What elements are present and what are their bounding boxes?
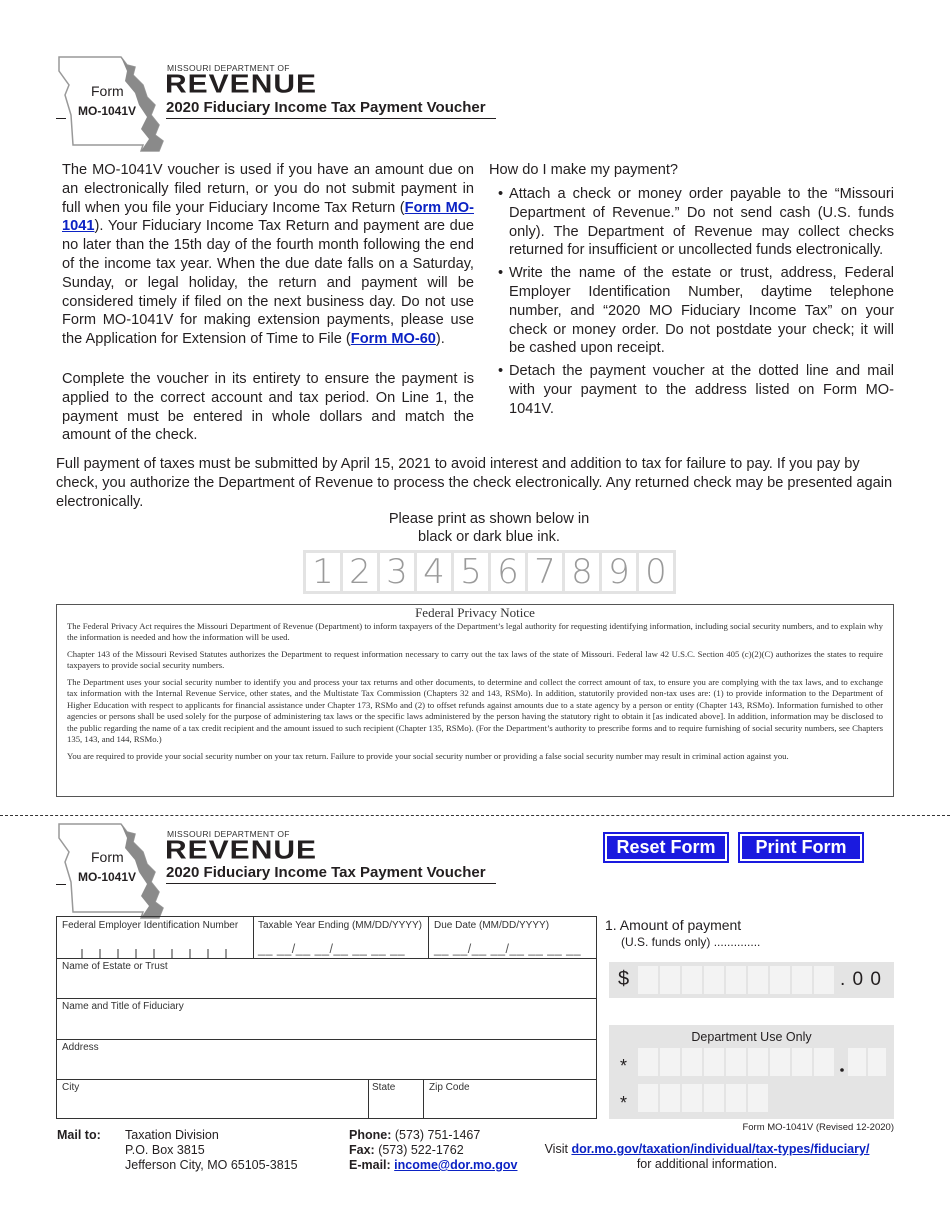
visit-info (520, 1142, 894, 1172)
sample-digit: 2 (343, 553, 377, 591)
dept-name: MISSOURI DEPARTMENT OF (167, 63, 290, 73)
estate-name-input[interactable] (57, 974, 596, 997)
divider (56, 1039, 597, 1040)
sample-digit: 5 (454, 553, 488, 591)
divider (56, 998, 597, 999)
address-line: P.O. Box 3815 (125, 1143, 205, 1157)
star-2: * (620, 1093, 628, 1113)
full-payment-notice: Full payment of taxes must be submitted by April 15, 2021 to avoid interest and addition to tax for failure to pay. If you pay by check, you authorize the Department of Revenue to process the check electronically. Any returned check may be presented again electronically. (56, 456, 893, 510)
detach-line (0, 815, 950, 816)
revenue-logo: REVENUE (165, 70, 318, 99)
sample-digit: 8 (565, 553, 599, 591)
sample-digit: 7 (528, 553, 562, 591)
taxable-year-input[interactable]: __ __/__ __/__ __ __ __ (258, 942, 406, 956)
instructions-paragraph-2: Complete the voucher in its entirety to ensure the payment is applied to the correct account and tax period. On Line 1, the payment must be entered in whole dollars and match the amount of the check. (62, 371, 474, 444)
sample-digit: 9 (602, 553, 636, 591)
due-date-input[interactable]: __ __/__ __/__ __ __ __ (434, 942, 582, 956)
divider (428, 916, 429, 958)
reset-form-button[interactable]: Reset Form (603, 832, 729, 863)
divider (253, 916, 254, 958)
form-label: Form (91, 83, 124, 99)
sample-digit: 6 (491, 553, 525, 591)
payment-bullet: • Attach a check or money order payable to the “Missouri Department of Revenue.” Do not send cash (U.S. funds only). The Department of Revenue may collect checks returned for insufficient or uncollected funds electronically. (489, 185, 894, 260)
fein-label: Federal Employer Identification Number (62, 920, 239, 931)
print-form-button[interactable]: Print Form (738, 832, 864, 863)
star-1: * (620, 1056, 628, 1076)
contact-info (349, 1128, 518, 1173)
dept-use-row-1 (638, 1048, 890, 1076)
dept-name: MISSOURI DEPARTMENT OF (167, 829, 290, 839)
city-label: City (62, 1082, 80, 1093)
mail-address (125, 1128, 298, 1173)
phone-label: Phone: (349, 1128, 392, 1142)
website-link[interactable]: dor.mo.gov/taxation/individual/tax-types/fiduciary/ (571, 1142, 870, 1156)
privacy-paragraph: The Department uses your social security number to identify you and process your tax returns and other documents, to determine and collect the correct amount of tax, to ensure you are complying with the tax laws, and to exchange tax information with the Internal Revenue Service, other states, and the Multistate Tax Commission (Chapters 32 and 143, RSMo). In addition, statutorily provided non-tax uses are: (1) to provide information to the Department of Higher Education with respect to applicants for financial assistance under Chapter 173, RSMo and (2) to offset refunds against amounts due to a state agency by a person or entity (Chapter 143, RSMo). Information furnished to other agencies or persons shall be used solely for the purpose of administering tax laws or the specific laws administered by the person having the statutory right to obtain it [as indicated above]. In addition, information may be disclosed to the public regarding the name of a tax credit recipient and the amount issued to such recipient (Chapter 135, RSMo). (For the Department’s authority to prescribe forms and to require furnishing of social security numbers, see Chapters 135, 143, and 144, RSMo.) (67, 676, 883, 744)
payment-bullet: • Detach the payment voucher at the dotted line and mail with your payment to the address listed on Form MO-1041V. (489, 362, 894, 418)
zip-input[interactable] (424, 1095, 596, 1118)
form-mo1041-link[interactable]: Form MO-1041 (62, 199, 474, 235)
how-to-pay-title: How do I make my payment? (489, 162, 678, 178)
city-input[interactable] (57, 1095, 367, 1118)
mail-to-label: Mail to: (57, 1128, 101, 1142)
privacy-title: Federal Privacy Notice (415, 605, 535, 620)
revision-note: Form MO-1041V (Revised 12-2020) (742, 1122, 894, 1133)
payment-bullets (489, 185, 894, 423)
address-input[interactable] (57, 1055, 596, 1078)
due-date-label: Due Date (MM/DD/YYYY) (434, 920, 550, 931)
sample-digit: 4 (417, 553, 451, 591)
sample-digit: 1 (306, 553, 340, 591)
voucher-title: 2020 Fiduciary Income Tax Payment Voucher (166, 864, 496, 884)
instr-text-c: ). (435, 331, 445, 348)
instr-text-b: ). Your Fiduciary Income Tax Return and payment are due no later than the 15th day of the fourth month following the end of the income tax year. When the due date falls on a Saturday, Sunday, or legal holiday, the return and payment will be considered timely if filed on the next business day. Do not use Form MO-1041V for making extension payments, please use the Application for Extension of Time to File ( (62, 218, 474, 348)
sample-digit: 0 (639, 553, 673, 591)
privacy-paragraph: Chapter 143 of the Missouri Revised Statutes authorizes the Department to request information necessary to carry out the tax laws of the state of Missouri. Federal law 42 U.S.C. Section 405 (c)(2)(C) authorizes the states to require taxpayers to provide social security numbers. (67, 648, 883, 670)
payment-bullet: • Write the name of the estate or trust, address, Federal Employer Identification Number, daytime telephone number, and “2020 MO Fiduciary Income Tax” on your check or money order. Do not postdate your check; it will be cashed upon receipt. (489, 264, 894, 358)
privacy-paragraph: You are required to provide your social security number on your tax return. Failure to provide your social security number or providing a false social security number may result in criminal action against you. (67, 750, 789, 761)
privacy-notice (56, 604, 894, 797)
fiduciary-input[interactable] (57, 1014, 596, 1038)
visit-label: Visit (544, 1142, 568, 1156)
instr-text-a: The MO-1041V voucher is used if you have an amount due on an electronically filed return, or you do not submit payment in full when you file your Fiduciary Income Tax Return ( (62, 162, 474, 216)
voucher-title: 2020 Fiduciary Income Tax Payment Voucher (166, 99, 496, 119)
line1-sublabel: (U.S. funds only) .............. (621, 935, 761, 949)
phone-number: (573) 751-1467 (394, 1128, 481, 1142)
dept-use-row-2 (638, 1084, 772, 1112)
print-note-line-1: Please print as shown below in (388, 511, 590, 527)
state-label: State (372, 1082, 396, 1093)
dept-use-label: Department Use Only (691, 1030, 812, 1044)
zip-label: Zip Code (429, 1082, 470, 1093)
amount-cents: . 0 0 (840, 969, 882, 990)
address-label: Address (62, 1042, 99, 1053)
taxable-year-label: Taxable Year Ending (MM/DD/YYYY) (258, 920, 422, 931)
line1-label: 1. Amount of payment (605, 917, 742, 933)
state-input[interactable] (369, 1095, 422, 1118)
form-mo60-link[interactable]: Form MO-60 (350, 331, 436, 348)
privacy-paragraph: The Federal Privacy Act requires the Missouri Department of Revenue (Department) to inform taxpayers of the Department’s legal authority for requesting identifying information, including social security numbers, and to explain why the information is needed and how the information will be used. (67, 620, 883, 642)
additional-info-text: for additional information. (636, 1157, 778, 1171)
dollar-sign: $ (618, 968, 630, 990)
sample-digits (303, 550, 676, 594)
form-label: Form (91, 849, 124, 865)
instructions-paragraph-1 (62, 161, 474, 349)
form-number-tick (56, 118, 66, 119)
form-number: MO-1041V (78, 870, 137, 884)
amount-input[interactable] (638, 966, 834, 994)
estate-name-label: Name of Estate or Trust (62, 961, 168, 972)
missouri-map-icon (55, 55, 160, 150)
fiduciary-label: Name and Title of Fiduciary (62, 1001, 184, 1012)
email-label: E-mail: (349, 1158, 391, 1172)
fax-label: Fax: (349, 1143, 375, 1157)
form-number: MO-1041V (78, 104, 137, 118)
print-note-line-2: black or dark blue ink. (418, 529, 560, 545)
sample-digit: 3 (380, 553, 414, 591)
revenue-logo: REVENUE (165, 836, 318, 865)
fein-input[interactable] (62, 946, 242, 958)
fax-number: (573) 522-1762 (378, 1143, 464, 1157)
email-link[interactable]: income@dor.mo.gov (394, 1158, 518, 1172)
address-line: Jefferson City, MO 65105-3815 (125, 1158, 298, 1172)
divider (56, 1079, 597, 1080)
form-number-tick (56, 884, 66, 885)
address-line: Taxation Division (125, 1128, 219, 1142)
